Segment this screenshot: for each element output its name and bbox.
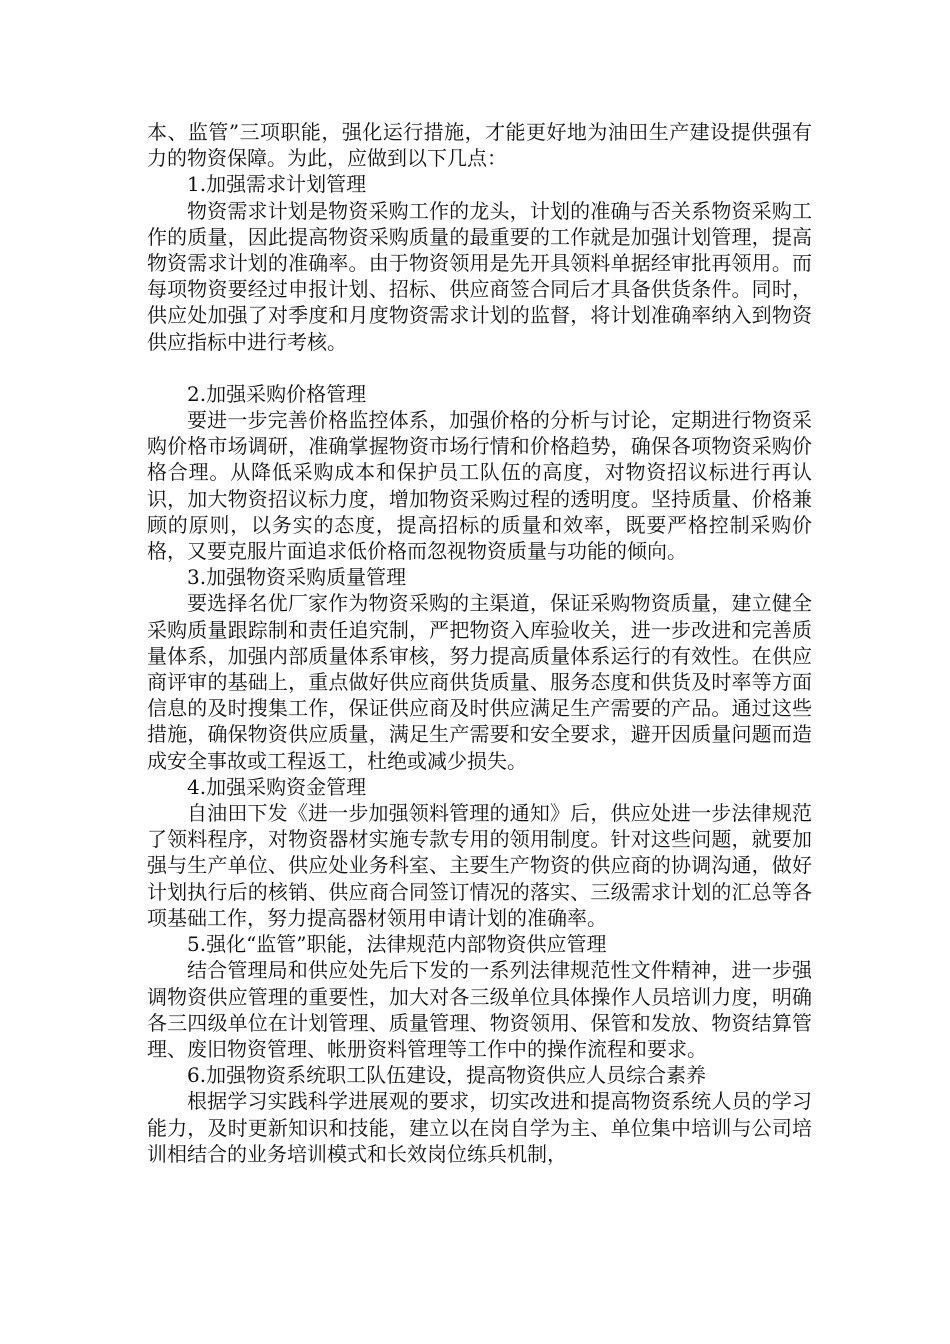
paragraph-spacer: [147, 355, 812, 381]
document-body: [147, 119, 812, 1167]
section-heading-4: 4.加强采购资金管理: [187, 774, 367, 799]
section-heading-3: 3.加强物资采购质量管理: [187, 565, 407, 590]
section-body-6: 根据学习实践科学进展观的要求，切实改进和提高物资系统人员的学习能力，及时更新知识和技能，建立以在岗自学为主、单位集中培训与公司培训相结合的业务培训模式和长效岗位练兵机制，: [147, 1089, 812, 1166]
section-heading-6: 6.加强物资系统职工队伍建设，提高物资供应人员综合素养: [187, 1063, 707, 1088]
intro-paragraph: 本、监管”三项职能，强化运行措施，才能更好地为油田生产建设提供强有力的物资保障。为此，应做到以下几点：: [147, 120, 812, 171]
section-body-1: 物资需求计划是物资采购工作的龙头，计划的准确与否关系物资采购工作的质量，因此提高物资采购质量的最重要的工作就是加强计划管理，提高物资需求计划的准确率。由于物资领用是先开具领料单据经审批再领用。而每项物资要经过申报计划、招标、供应商签合同后才具备供货条件。同时，供应处加强了对季度和月度物资需求计划的监督，将计划准确率纳入到物资供应指标中进行考核。: [147, 198, 812, 354]
section-body-3: 要选择名优厂家作为物资采购的主渠道，保证采购物资质量，建立健全采购质量跟踪制和责任追究制，严把物资入库验收关，进一步改进和完善质量体系，加强内部质量体系审核，努力提高质量体系运行的有效性。在供应商评审的基础上，重点做好供应商供货质量、服务态度和供货及时率等方面信息的及时搜集工作，保证供应商及时供应满足生产需要的产品。通过这些措施，确保物资供应质量，满足生产需要和安全要求，避开因质量问题而造成安全事故或工程返工，杜绝或减少损失。: [147, 591, 812, 773]
section-heading-2: 2.加强采购价格管理: [187, 381, 367, 406]
section-body-5: 结合管理局和供应处先后下发的一系列法律规范性文件精神，进一步强调物资供应管理的重要性，加大对各三级单位具体操作人员培训力度，明确各三四级单位在计划管理、质量管理、物资领用、保管和发放、物资结算管理、废旧物资管理、帐册资料管理等工作中的操作流程和要求。: [147, 958, 812, 1061]
section-body-4: 自油田下发《进一步加强领料管理的通知》后，供应处进一步法律规范了领料程序，对物资器材实施专款专用的领用制度。针对这些问题，就要加强与生产单位、供应处业务科室、主要生产物资的供应商的协调沟通，做好计划执行后的核销、供应商合同签订情况的落实、三级需求计划的汇总等各项基础工作，努力提高器材领用申请计划的准确率。: [147, 801, 812, 930]
section-heading-5: 5.强化“监管”职能，法律规范内部物资供应管理: [187, 932, 607, 957]
section-body-2: 要进一步完善价格监控体系，加强价格的分析与讨论，定期进行物资采购价格市场调研，准确掌握物资市场行情和价格趋势，确保各项物资采购价格合理。从降低采购成本和保护员工队伍的高度，对物资招议标进行再认识，加大物资招议标力度，增加物资采购过程的透明度。坚持质量、价格兼顾的原则，以务实的态度，提高招标的质量和效率，既要严格控制采购价格，又要克服片面追求低价格而忽视物资质量与功能的倾向。: [147, 408, 812, 564]
section-heading-1: 1.加强需求计划管理: [187, 172, 367, 197]
